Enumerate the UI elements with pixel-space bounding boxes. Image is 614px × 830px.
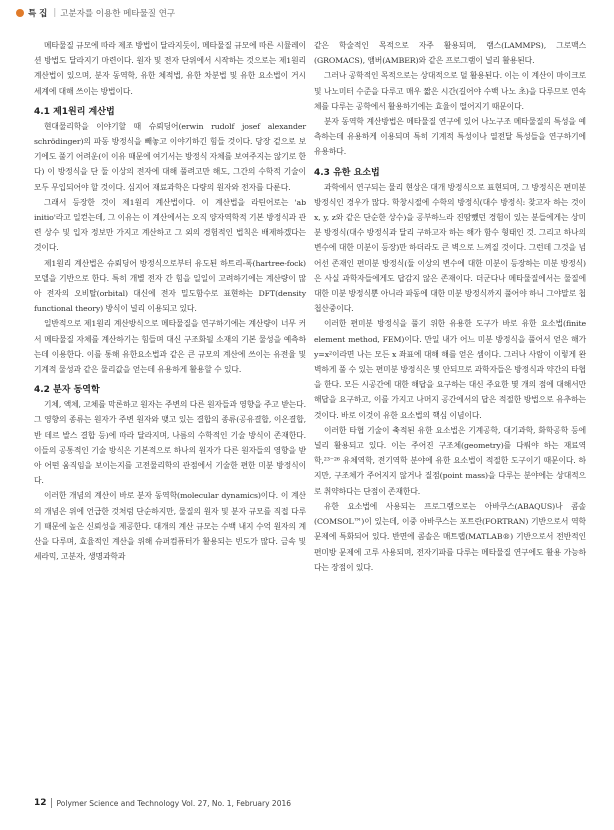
body-paragraph: 현대물리학을 이야기할 때 슈뢰딩어(erwin rudolf josef alexander schrödinger)의 파동 방정식을 빼놓고 이야기하긴 힘들 것이다. 당장 겉으로 보기에도 풀기 어려운(이 이유 때문에 여기서는 방정식 자체를 보여주지는 않기로 한다) 이 방정식을 단 둘 이상의 전자에 대해 풀려고만 해도, 그간의 수학적 기술이 모두 무입되어야 할 것이다. 심지어 재료과학은 다량의 원자와 전자를 다룬다. xyxy=(34,121,306,192)
body-paragraph: 이러한 개념의 계산이 바로 분자 동역학(molecular dynamics)이다. 이 계산의 개념은 위에 언급한 것처럼 단순하지만, 물질의 원자 및 분자 규모를 직접 다루기 때문에 높은 신뢰성을 제공한다. 대개의 계산 규모는 수백 내지 수억 원자의 계산을 다루며, 효율적인 계산을 위해 슈퍼컴퓨터가 활용되는 빈도가 많다. 금속 및 세라믹, 고분자, 생명과학과 xyxy=(34,491,306,562)
page-number: 12 xyxy=(34,798,47,808)
body-paragraph: 과학에서 연구되는 물리 현상은 대개 방정식으로 표현되며, 그 방정식은 편미분 방정식인 경우가 많다. 학창시절에 수학의 방정식(대수 방정식: 찾고자 하는 것이 x, y, z와 같은 단순한 상수)을 공부하느라 진땀뺐던 경험이 있는 분들에게는 상미분 방정식(대수 방정식과 달리 구하고자 하는 해가 함수 형태인 것. 그리고 하나의 변수에 대한 미분이 등장)만 하더라도 큰 벽으로 느껴질 것이다. 그런데 그것을 넘어선 존재인 편미분 방정식(둘 이상의 변수에 대한 미분이 등장하는 미분 방정식)은 사실 과학자들에게도 답감지 않은 존재이다. 더군다나 메타물질에서는 물질에 대한 미분 방정식뿐 아니라 파동에 대한 미분 방정식까지 풀어야 하니 그야말로 첩첩산중이다. xyxy=(314,182,586,314)
body-paragraph: 유한 요소법에 사용되는 프로그램으로는 아바쿠스(ABAQUS)나 콤솔(COMSOL™)이 있는데, 이중 아바쿠스는 포트란(FORTRAN) 기반으로서 역학 문제에 특화되어 있다. 반면에 콤솔은 매트랩(MATLAB®) 기반으로서 전반적인 편미방 문제에 고루 사용되며, 전자기파를 다루는 메타물질 연구에도 활용 가능하다는 장점이 있다. xyxy=(314,501,586,572)
body-paragraph: 같은 학술적인 목적으로 자주 활용되며, 램스(LAMMPS), 그로맥스(GROMACS), 앰버(AMBER)와 같은 프로그램이 널리 활용된다. xyxy=(314,41,586,66)
page-footer xyxy=(34,798,291,808)
header-divider: | xyxy=(53,8,57,18)
body-paragraph: 그러나 공학적인 목적으로는 상대적으로 덜 활용된다. 이는 이 계산이 마이크로 및 나노미터 수준을 다루고 매우 짧은 시간(길어야 수백 나노 초)을 다루므로 연속체를 다루는 공학에서 활용하기에는 효율이 떨어지기 때문이다. xyxy=(314,71,586,111)
body-paragraph: 그래서 등장한 것이 제1원리 계산법이다. 이 계산법을 라틴어로는 'ab initio'라고 일컫는데, 그 이유는 이 계산에서는 오직 양자역학적 기본 방정식과 관련 상수 및 입자 정보만 가지고 계산하고 그 외의 경험적인 법칙은 배제하겠다는 것이다. xyxy=(34,197,306,253)
running-header xyxy=(16,6,175,20)
body-paragraph: 메타물질 규모에 따라 제조 방법이 달라지듯이, 메타물질 규모에 따른 시뮬레이션 방법도 달라지기 마련이다. 원자 및 전자 단위에서 시작하는 것으로는 제1원리 계산법이 있으며, 분자 동역학, 유한 체적법, 유한 차분법 및 유한 요소법이 거시 세계에 대해 쓰이는 방법이다. xyxy=(34,41,306,96)
section-heading: 4.3 유한 요소법 xyxy=(314,167,380,178)
footer-divider xyxy=(51,798,52,808)
journal-citation: Polymer Science and Technology Vol. 27, No. 1, February 2016 xyxy=(56,798,292,808)
section-marker-icon xyxy=(16,9,24,17)
body-paragraph: 제1원리 계산법은 슈뢰딩어 방정식으로부터 유도된 하트리-폭(hartree-fock) 모델을 기반으로 한다. 특히 개별 전자 간 힘을 일일이 고려하기에는 계산량이 많아 전자의 오비탈(orbital) 대신에 전자 밀도함수로 표현하는 DFT(density functional theory) 방식이 널리 이용되고 있다. xyxy=(34,258,306,314)
header-title: 고분자를 이용한 메타물질 연구 xyxy=(60,9,176,19)
section-heading: 4.2 분자 동역학 xyxy=(34,385,100,396)
header-tag: 특 집 xyxy=(28,9,48,19)
left-column xyxy=(34,38,306,565)
body-paragraph: 이러한 편미분 방정식을 풀기 위한 유용한 도구가 바로 유한 요소법(finite element method, FEM)이다. 만일 내가 어느 미분 방정식을 풀어서 얻은 해가 y=x²이라면 나는 모든 x 좌표에 대해 해를 얻은 셈이다. 그러나 사람이 이렇게 완벽하게 풀 수 있는 편미분 방정식은 몇 안되므로 과학자들은 방정식과 약간의 타협을 한다. 모든 시공간에 대한 해답을 요구하는 대신 주요한 몇 개의 점에 대해서만 해답을 요구하고, 이를 가지고 나머지 공간에서의 답은 적절한 방법으로 유추하는 것이다. 바로 이것이 유한 요소법의 핵심 이념이다. xyxy=(314,319,586,420)
body-paragraph: 이러한 타협 기술이 축적된 유한 요소법은 기계공학, 대기과학, 화학공학 등에 널리 활용되고 있다. 이는 주어진 구조체(geometry)를 다뤄야 하는 재료역학,²³⁻²⁶ 유체역학, 전기역학 분야에 유한 요소법이 적절한 도구이기 때문이다. 하지만, 구조체가 주어지지 않거나 질점(point mass)을 다루는 분야에는 상대적으로 취약하다는 단점이 존재한다. xyxy=(314,425,586,496)
right-column xyxy=(314,38,586,575)
body-paragraph: 분자 동역학 계산방법은 메타물질 연구에 있어 나노구조 메타물질의 특성을 예측하는데 유용하게 이용되며 특히 기계적 특성이나 열전달 특성들을 연구하기에 유용하다. xyxy=(314,117,586,157)
body-paragraph: 기체, 액체, 고체를 막론하고 원자는 주변의 다른 원자들과 영향을 주고 받는다. 그 영향의 종류는 원자가 주변 원자와 맺고 있는 결합의 종류(공유결합, 이온결합, 반 데르 발스 결합 등)에 따라 달라지며, 나름의 수학적인 기술 방식이 존재한다. 이들의 공통적인 기술 방식은 기본적으로 하나의 원자가 다른 원자들의 영향을 받아 어떤 움직임을 보이는지를 고전물리학의 관점에서 기술한 편한 미분 방정식이다. xyxy=(34,400,306,486)
section-heading: 4.1 제1원리 계산법 xyxy=(34,106,115,117)
body-paragraph: 일반적으로 제1원리 계산방식으로 메타물질을 연구하기에는 계산량이 너무 커서 메타물질 자체를 계산하기는 힘들며 대신 구조화될 소재의 기본 물성을 예측하는데 이용한다. 이를 통해 유한요소법과 같은 큰 규모의 계산에 쓰이는 유전율 및 기계적 물성과 같은 물리값을 얻는데 유용하게 활용할 수 있다. xyxy=(34,319,306,375)
